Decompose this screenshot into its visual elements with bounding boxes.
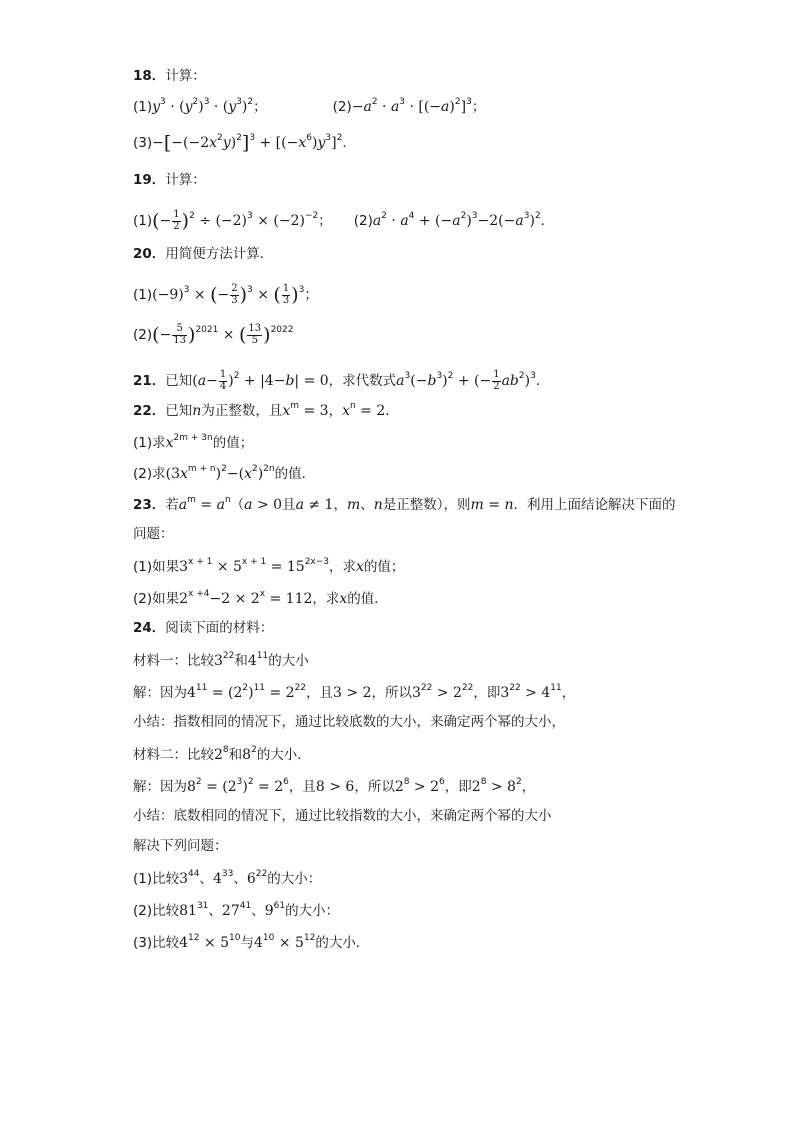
q18-title: 18．计算： xyxy=(133,68,206,84)
q23-line-1: 23．若$a^m = a^n(a > 0$且a ≠ 1，m、n是正整数），则m = n．利用上面结论解决下面的 xyxy=(133,495,676,513)
q24-intro: 解决下列问题： xyxy=(133,838,228,854)
q22-title: 22．已知n为正整数，且$x^m = 3$，$x^n = 2$． xyxy=(133,401,399,419)
q18-parts-1-2: $(1)y^3 \cdot (y^2)^3 \cdot (y^3)^2$； $(2)-a^2 \cdot a^3 \cdot [(-a)^2]^3$； xyxy=(133,97,486,115)
q24-part-3: (3)比较$4^{12} \times 5^{10}$与$4^{10} \times 5^{12}$的大小． xyxy=(133,933,370,951)
q19-parts: (1)(− $\frac{1}{2}$ )$^2 \div (-2)^3 \times (-2)^{-2}$； $(2)a^2 \cdot a^4 + (-a^2)^3-2(-a^3)^2$． xyxy=(133,209,555,232)
q20-part-1: $(1)(-9)^3$ × (− $\frac{2}{3}$ )$^3$ × ( $\frac{1}{3}$ )$^3$； xyxy=(133,283,318,306)
q20-part-2: (2)(− $\frac{5}{13}$ )$^{2021}$ × ( $\frac{13}{5}$ )$^{2022}$ xyxy=(133,323,294,346)
q22-part-2: (2)求$(3x^{m + n})^2-(x^2)^{2n}$的值． xyxy=(133,464,316,482)
q22-part-1: (1)求$x^{2m + 3n}$的值； xyxy=(133,433,254,451)
q24-solution-2: 解：因为$8^2 = (2^3)^2 = 2^6$，且8 > 6，所以$2^8 > 2^6$，即$2^8 > 8^2$， xyxy=(133,777,536,795)
q24-material-1: 材料一：比较$3^{22}$和$4^{11}$的大小 xyxy=(133,651,309,669)
q19-title: 19．计算： xyxy=(133,172,206,188)
q20-title: 20．用简便方法计算． xyxy=(133,246,274,262)
q23-line-2: 问题： xyxy=(133,526,174,542)
q21-text: 21．已知(a− $\frac{1}{4}$ )$^2$ + |4−b| = 0，求代数式$a^3(-b^3)^2$ + (− $\frac{1}{2}$ $ab^2)^3$． xyxy=(133,369,550,392)
q24-solution-1: 解：因为$4^{11} = (2^2)^{11} = 2^{22}$，且3 > 2，所以$3^{22} > 2^{22}$，即$3^{22} > 4^{11}$， xyxy=(133,683,576,701)
q24-material-2: 材料二：比较$2^8$和$8^2$的大小． xyxy=(133,745,311,763)
q24-part-1: (1)比较$3^{44}$、$4^{33}$、$6^{22}$的大小： xyxy=(133,869,322,887)
q23-part-2: (2)如果$2^{x +4}-2 \times 2^x = 112$，求x的值． xyxy=(133,589,388,607)
q24-summary-1: 小结：指数相同的情况下，通过比较底数的大小，来确定两个幂的大小， xyxy=(133,714,565,730)
q24-part-2: (2)比较$81^{31}$、$27^{41}$、$9^{61}$的大小： xyxy=(133,901,340,919)
q23-part-1: (1)如果$3^{x + 1} \times 5^{x + 1} = 15^{2x-3}$，求x的值； xyxy=(133,557,405,575)
q18-part-3: $(3)-[-(-2x^2y)^2]^3 + [(-x^6)y^3]^2$． xyxy=(133,132,356,154)
q24-title: 24．阅读下面的材料： xyxy=(133,620,274,636)
q24-summary-2: 小结：底数相同的情况下，通过比较指数的大小，来确定两个幂的大小 xyxy=(133,808,552,824)
